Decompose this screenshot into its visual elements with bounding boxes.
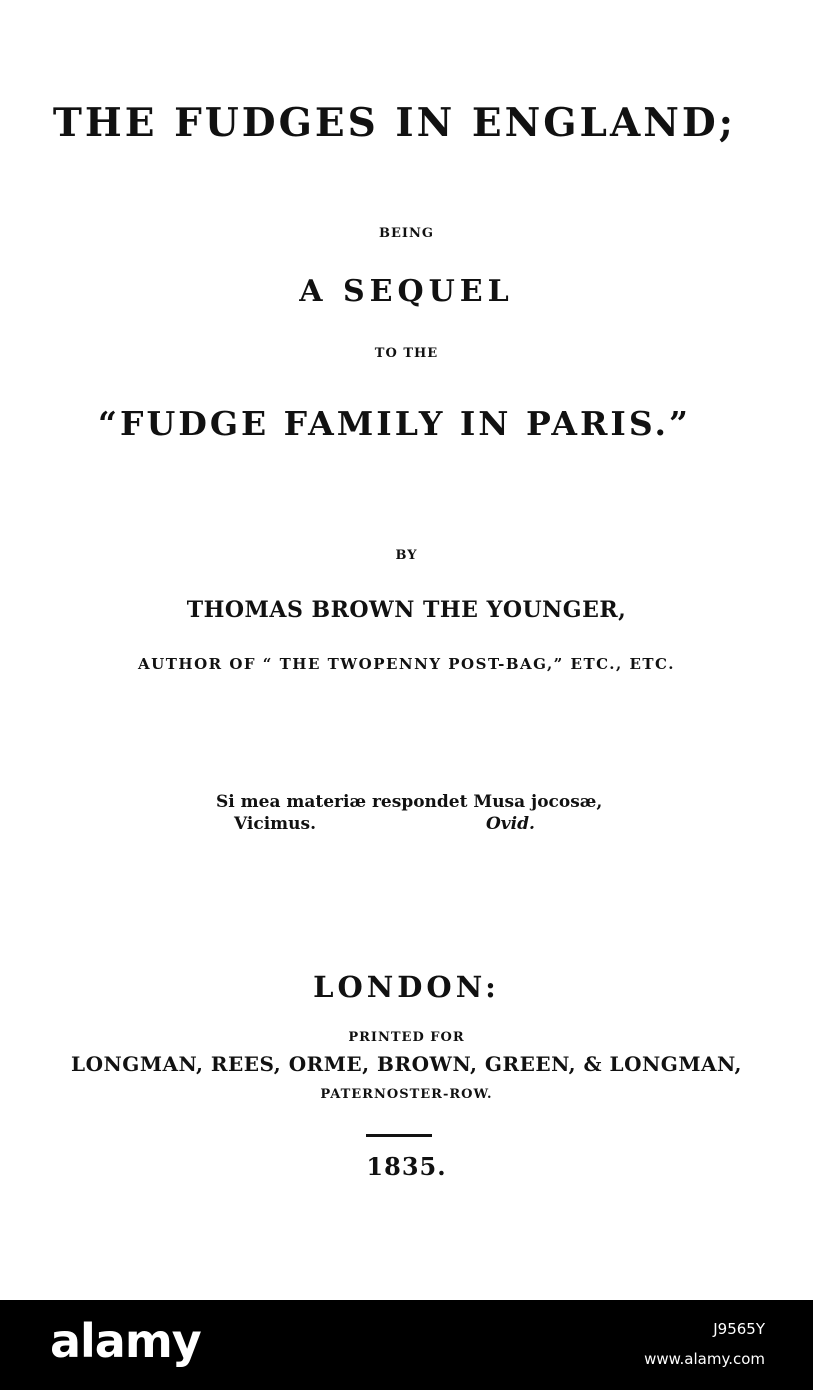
by-label: BY — [395, 548, 418, 563]
to-the-label: TO THE — [374, 346, 439, 361]
publisher-address: PATERNOSTER-ROW. — [320, 1087, 493, 1102]
image-id: J9565Y — [713, 1320, 765, 1338]
being-label: BEING — [379, 226, 434, 241]
publisher-name: LONGMAN, REES, ORME, BROWN, GREEN, & LONGMAN, — [71, 1052, 742, 1076]
epigraph-closing-word: Vicimus. — [234, 814, 316, 834]
book-title: THE FUDGES IN ENGLAND; — [52, 100, 737, 146]
original-work-title: “FUDGE FAMILY IN PARIS.” — [98, 404, 691, 443]
subtitle: A SEQUEL — [299, 274, 514, 309]
epigraph-attribution-row — [216, 814, 636, 836]
epigraph — [216, 792, 636, 836]
author-name: THOMAS BROWN THE YOUNGER, — [186, 597, 627, 623]
epigraph-line: Si mea materiæ respondet Musa jocosæ, — [216, 792, 603, 812]
printed-for-label: PRINTED FOR — [348, 1030, 465, 1045]
brand-logo: alamy — [50, 1314, 201, 1368]
publication-year: 1835. — [366, 1152, 447, 1181]
divider-rule — [366, 1134, 432, 1137]
stock-footer-bar — [0, 1300, 813, 1390]
site-url: www.alamy.com — [644, 1350, 765, 1368]
epigraph-source: Ovid. — [486, 814, 535, 834]
author-credit: AUTHOR OF “ THE TWOPENNY POST-BAG,” ETC., ETC. — [138, 655, 675, 673]
imprint-city: LONDON: — [313, 970, 500, 1004]
